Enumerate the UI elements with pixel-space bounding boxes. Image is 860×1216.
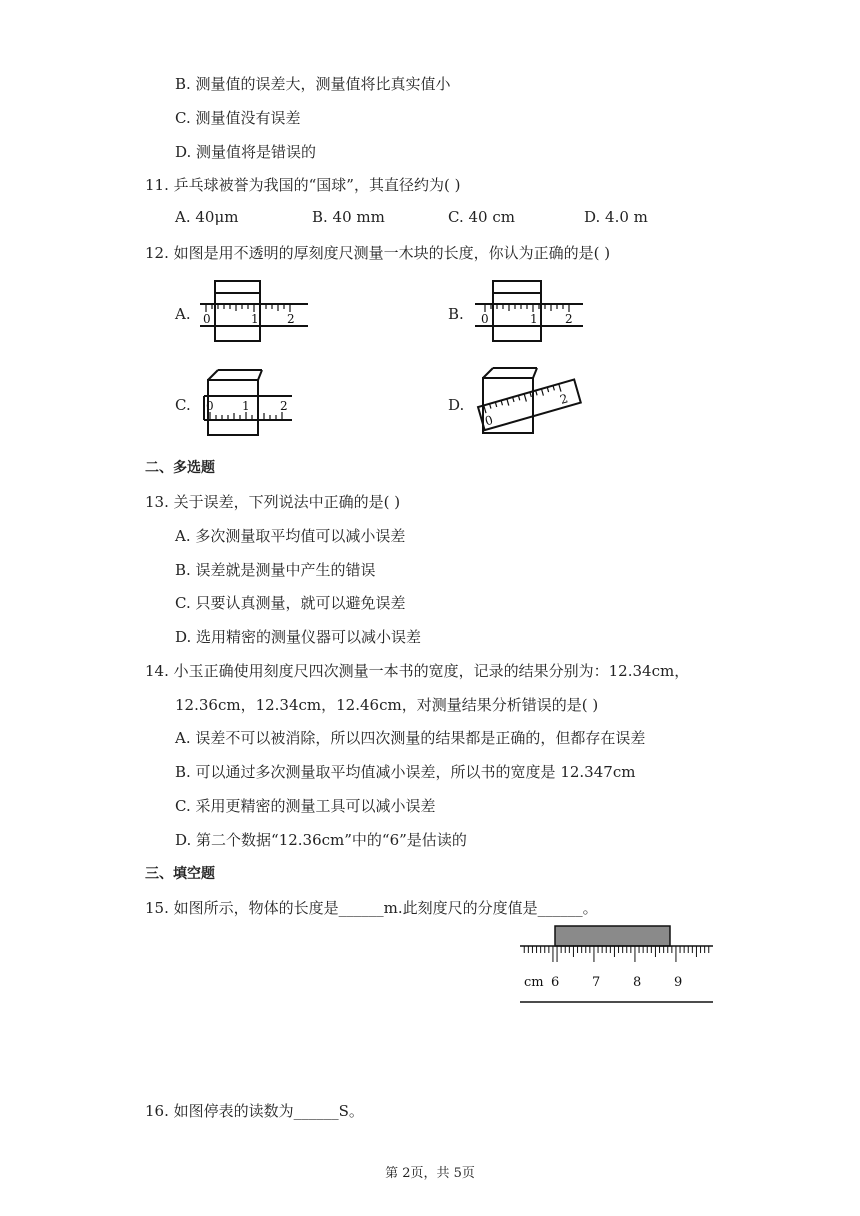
q12-option-c-label: C.	[175, 396, 191, 414]
page-footer: 第 2页，共 5页	[385, 1166, 475, 1181]
q15-ruler-label-8: 8	[633, 975, 642, 990]
section-heading-multiple-choice: 二、多选题	[145, 460, 215, 476]
q14-stem-line1: 14. 小玉正确使用刻度尺四次测量一本书的宽度，记录的结果分别为：12.34cm，	[145, 662, 690, 680]
q12-option-a-label: A.	[175, 305, 191, 323]
ruler-b-tick-0: 0	[481, 312, 489, 326]
q13-option-d: D. 选用精密的测量仪器可以减小误差	[175, 628, 422, 646]
ruler-figure-c	[200, 368, 300, 438]
q14-option-b: B. 可以通过多次测量取平均值减小误差，所以书的宽度是 12.347cm	[175, 763, 636, 781]
q15-stem: 15. 如图所示，物体的长度是______m.此刻度尺的分度值是______。	[145, 899, 598, 917]
q14-option-d: D. 第二个数据“12.36cm”中的“6”是估读的	[175, 831, 467, 849]
q14-option-a: A. 误差不可以被消除，所以四次测量的结果都是正确的，但都存在误差	[175, 729, 646, 747]
q12-option-b-label: B.	[448, 305, 464, 323]
ruler-c-tick-0: 0	[206, 399, 214, 413]
q13-option-a: A. 多次测量取平均值可以减小误差	[175, 527, 406, 545]
ruler-a-tick-2: 2	[287, 312, 295, 326]
ruler-a-tick-0: 0	[203, 312, 211, 326]
q11-option-b: B. 40 mm	[312, 208, 385, 226]
ruler-figure-a	[200, 276, 310, 346]
q15-ruler-label-7: 7	[592, 975, 601, 990]
ruler-c-tick-1: 1	[242, 399, 250, 413]
q13-option-c: C. 只要认真测量，就可以避免误差	[175, 594, 406, 612]
q10-option-c: C. 测量值没有误差	[175, 109, 301, 127]
q14-stem-line2: 12.36cm，12.34cm，12.46cm，对测量结果分析错误的是( )	[175, 696, 599, 714]
q11-stem: 11. 乒乓球被誉为我国的“国球”，其直径约为( )	[145, 176, 461, 194]
ruler-d-tick-2: 2	[558, 391, 570, 407]
q10-option-b: B. 测量值的误差大，测量值将比真实值小	[175, 75, 451, 93]
ruler-b-tick-1: 1	[530, 312, 538, 326]
q11-option-d: D. 4.0 m	[584, 208, 648, 226]
ruler-figure-d	[475, 364, 585, 439]
ruler-a-tick-1: 1	[251, 312, 259, 326]
q12-stem: 12. 如图是用不透明的厚刻度尺测量一木块的长度，你认为正确的是( )	[145, 244, 611, 262]
q10-option-d: D. 测量值将是错误的	[175, 143, 317, 161]
q13-stem: 13. 关于误差，下列说法中正确的是( )	[145, 493, 401, 511]
q14-option-c: C. 采用更精密的测量工具可以减小误差	[175, 797, 436, 815]
ruler-figure-b	[475, 276, 585, 346]
q11-option-a: A. 40μm	[175, 208, 239, 226]
q15-ruler-figure	[520, 922, 715, 1007]
q11-option-c: C. 40 cm	[448, 208, 515, 226]
q15-ruler-unit: cm	[524, 975, 544, 990]
ruler-d-tick-0: 0	[483, 412, 495, 429]
section-heading-fill-in: 三、填空题	[145, 866, 215, 882]
ruler-c-tick-2: 2	[280, 399, 288, 413]
q15-ruler-label-6: 6	[551, 975, 560, 990]
q13-option-b: B. 误差就是测量中产生的错误	[175, 561, 376, 579]
q16-stem: 16. 如图停表的读数为______S。	[145, 1102, 364, 1120]
ruler-b-tick-2: 2	[565, 312, 573, 326]
q15-ruler-label-9: 9	[674, 975, 683, 990]
q12-option-d-label: D.	[448, 396, 465, 414]
